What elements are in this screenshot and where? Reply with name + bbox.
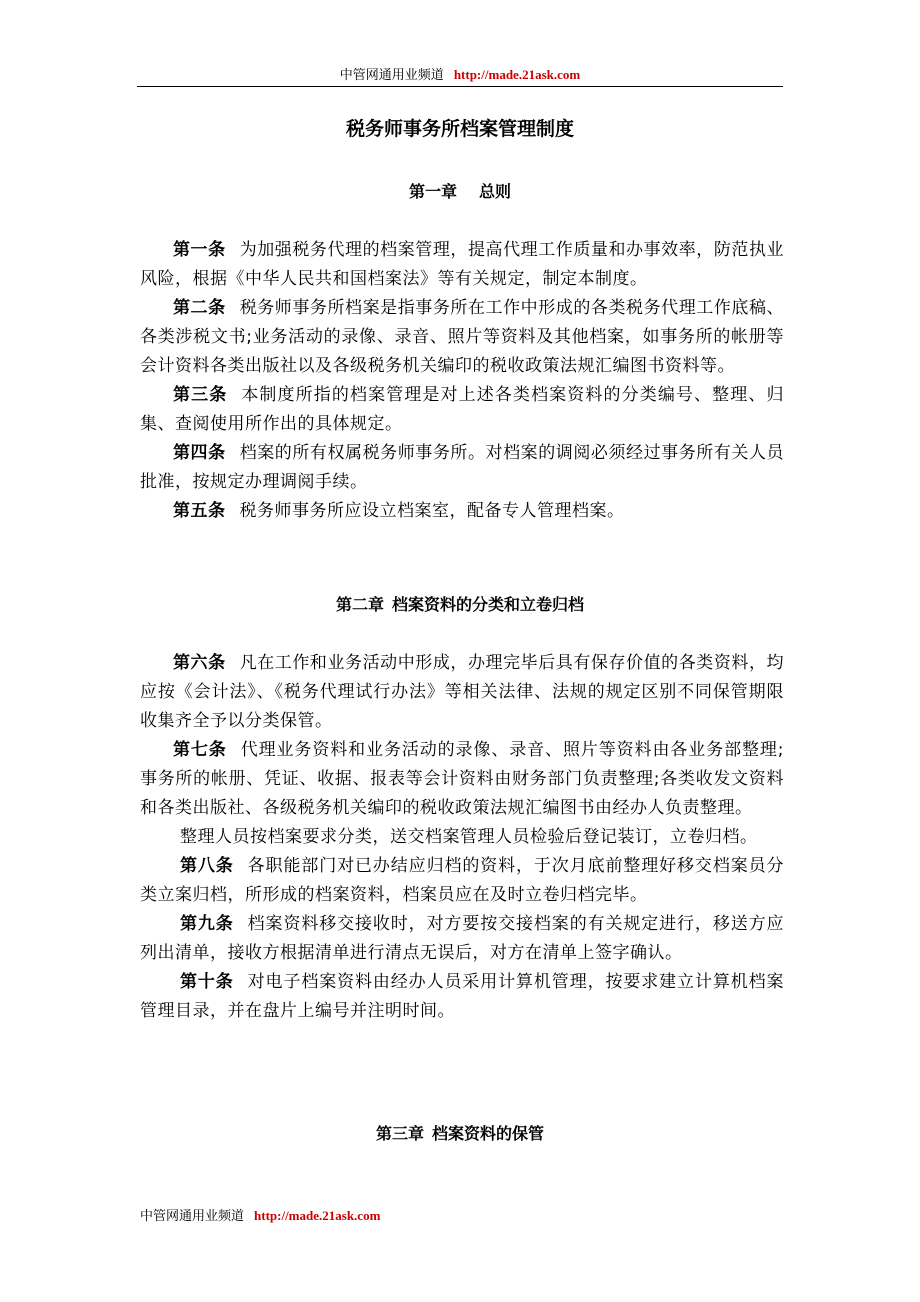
- chapter-3-heading: [137, 1123, 783, 1145]
- document-title: 税务师事务所档案管理制度: [345, 118, 574, 140]
- chapter-2-body: [140, 649, 784, 1026]
- chapter-1-body: [140, 236, 784, 526]
- header-divider: [137, 86, 783, 87]
- article-number: 第七条: [173, 740, 227, 760]
- article-number: 第五条: [173, 501, 226, 521]
- header-channel-label: 中管网通用业频道: [339, 68, 444, 83]
- article-number: 第二条: [173, 298, 226, 318]
- article-text: 税务师事务所档案是指事务所在工作中形成的各类税务代理工作底稿、各类涉税文书;业务活动的录像、录音、照片等资料及其他档案，如事务所的帐册等会计资料各类出版社以及各级税务机关编印的税收政策法规汇编图书资料等。: [140, 298, 785, 376]
- header-url-link[interactable]: http://made.21ask.com: [453, 67, 581, 82]
- article-number: 第九条: [180, 914, 234, 934]
- chapter-1-name: 总则: [479, 182, 512, 201]
- article-number: 第三条: [173, 385, 228, 405]
- chapter-3-number: 第三章: [375, 1124, 424, 1143]
- article-text: 档案的所有权属税务师事务所。对档案的调阅必须经过事务所有关人员批准，按规定办理调阅手续。: [140, 443, 785, 492]
- article-3: [140, 381, 784, 439]
- article-6: [140, 649, 784, 736]
- article-text: 本制度所指的档案管理是对上述各类档案资料的分类编号、整理、归集、查阅使用所作出的具体规定。: [140, 385, 784, 434]
- article-4: [140, 439, 784, 497]
- article-1: [140, 236, 784, 294]
- chapter-2-number: 第二章: [335, 595, 384, 614]
- article-5: [140, 497, 784, 526]
- article-text: 各职能部门对已办结应归档的资料，于次月底前整理好移交档案员分类立案归档，所形成的档案资料，档案员应在及时立卷归档完毕。: [140, 856, 784, 905]
- page-footer: [140, 1207, 380, 1226]
- footer-channel-label: 中管网通用业频道: [140, 1209, 245, 1224]
- page-header: [137, 66, 783, 85]
- article-number: 第十条: [180, 972, 234, 992]
- chapter-3-name: 档案资料的保管: [432, 1124, 545, 1143]
- article-number: 第一条: [173, 240, 226, 260]
- article-7-continuation: [140, 823, 784, 852]
- chapter-2-name: 档案资料的分类和立卷归档: [392, 595, 585, 614]
- article-text: 代理业务资料和业务活动的录像、录音、照片等资料由各业务部整理;事务所的帐册、凭证、收据、报表等会计资料由财务部门负责整理;各类收发文资料和各类出版社、各级税务机关编印的税收政策法规汇编图书由经办人负责整理。: [140, 740, 785, 818]
- chapter-1-heading: [137, 181, 783, 203]
- article-text: 为加强税务代理的档案管理，提高代理工作质量和办事效率，防范执业风险，根据《中华人民共和国档案法》等有关规定，制定本制度。: [140, 240, 785, 289]
- article-text: 税务师事务所应设立档案室，配备专人管理档案。: [239, 501, 625, 521]
- article-10: [140, 968, 784, 1026]
- chapter-1-number: 第一章: [408, 182, 457, 201]
- article-8: [140, 852, 784, 910]
- article-9: [140, 910, 784, 968]
- chapter-2-heading: [137, 594, 783, 616]
- article-number: 第六条: [173, 653, 226, 673]
- article-number: 第四条: [173, 443, 226, 463]
- footer-url-link[interactable]: http://made.21ask.com: [254, 1208, 381, 1223]
- article-2: [140, 294, 784, 381]
- article-text: 档案资料移交接收时，对方要按交接档案的有关规定进行，移送方应列出清单，接收方根据清单进行清点无误后，对方在清单上签字确认。: [140, 914, 784, 963]
- article-text: 整理人员按档案要求分类，送交档案管理人员检验后登记装订，立卷归档。: [180, 827, 758, 847]
- article-text: 凡在工作和业务活动中形成，办理完毕后具有保存价值的各类资料，均应按《会计法》、《税务代理试行办法》等相关法律、法规的规定区别不同保管期限收集齐全予以分类保管。: [140, 653, 785, 731]
- article-7: [140, 736, 784, 823]
- article-text: 对电子档案资料由经办人员采用计算机管理，按要求建立计算机档案管理目录，并在盘片上编号并注明时间。: [140, 972, 784, 1021]
- article-number: 第八条: [180, 856, 234, 876]
